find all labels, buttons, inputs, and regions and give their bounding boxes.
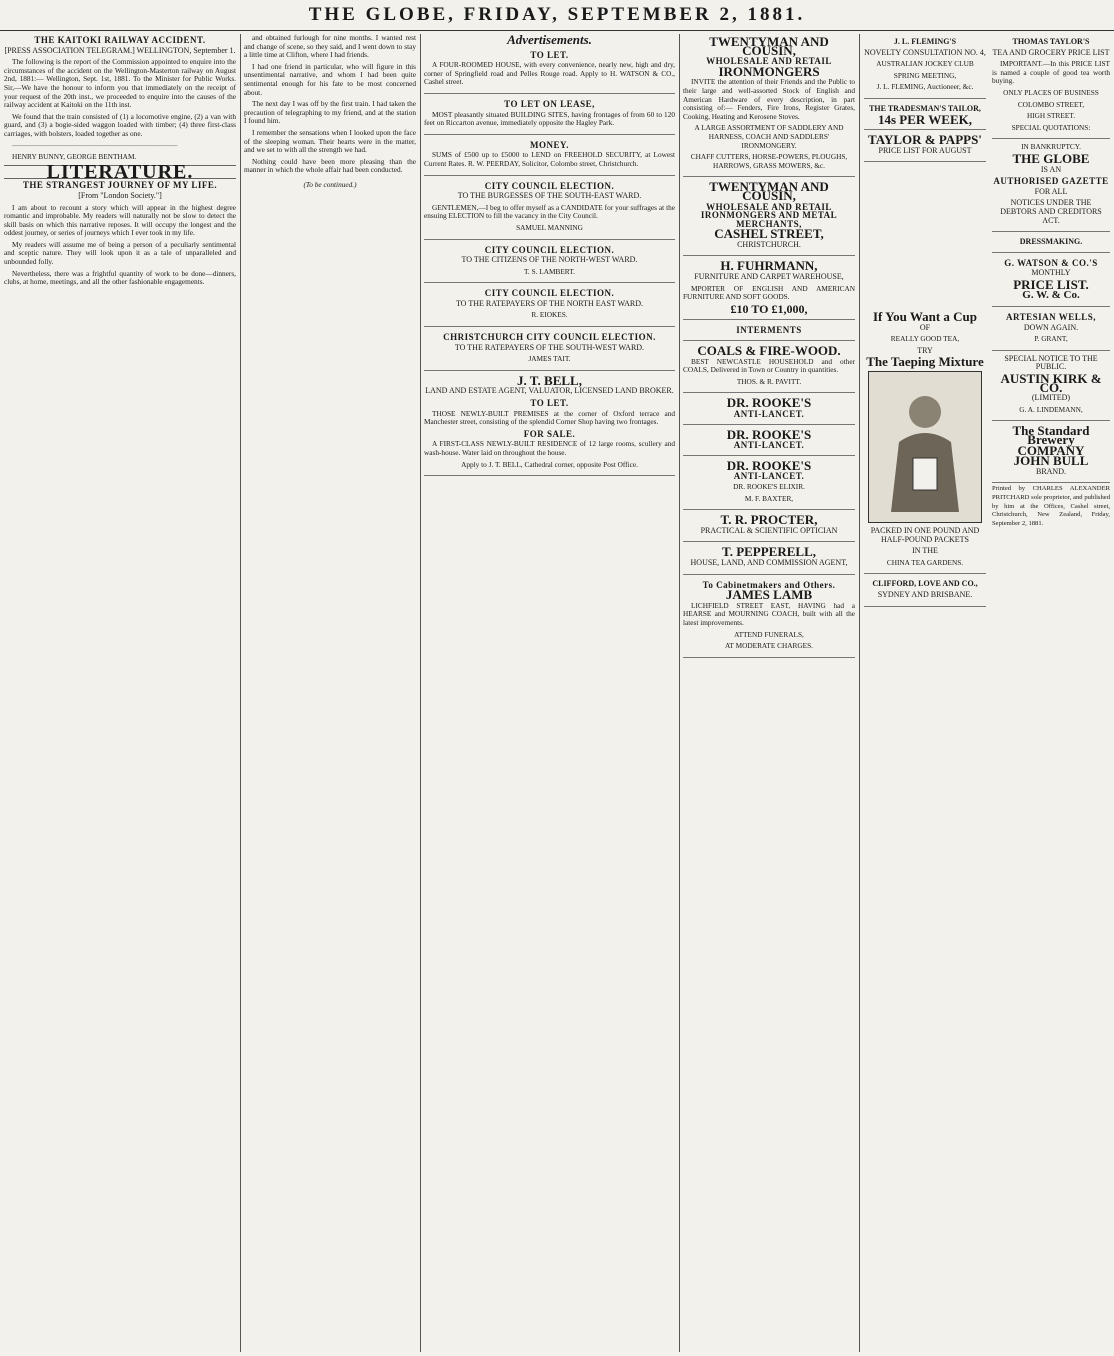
ad-body: MPORTER OF ENGLISH AND AMERICAN FURNITURE AND SOFT GOODS. [683,283,855,302]
ad-body: BEST NEWCASTLE HOUSEHOLD and other COALS, Delivered in Town or Country in quantities. [683,356,855,375]
ad-heading: THE GLOBE [1012,150,1090,166]
ad-subheading: TO THE RATEPAYERS OF THE NORTH EAST WARD. [455,298,644,308]
ad-heading: THE TRADESMAN'S TAILOR, [869,103,981,113]
ad-signature: G. A. LINDEMANN, [1019,404,1083,414]
ad-heading: DR. ROOKE'S [726,395,812,411]
subcolumn-right [992,34,1110,309]
ad-subheading: FURNITURE AND CARPET WAREHOUSE, [694,272,844,282]
ad-heading: G. WATSON & CO.'S [1004,257,1098,268]
ad-heading: CLIFFORD, LOVE AND CO., [872,579,978,589]
ad-heading: J. L. FLEMING'S [893,37,957,46]
ad-procter [683,512,855,542]
ad-heading: ARTESIAN WELLS, [1005,312,1097,323]
ad-subheading: TEA AND GROCERY PRICE LIST [992,47,1110,57]
ad-subheading: PRACTICAL & SCIENTIFIC OPTICIAN [700,525,838,535]
ad-fleming [864,34,986,99]
ad-signature: T. S. LAMBERT. [524,266,575,276]
amount-to-word: TO [751,301,769,316]
ad-signature: THOS. & R. PAVITT. [736,376,802,386]
ad-heading: T. R. PROCTER, [720,512,818,528]
ad-taeping-mixture [864,309,986,574]
ad-body: LICHFIELD STREET EAST, HAVING had a HEARSE and MOURNING COACH, built with all the latest improvements. [683,600,855,627]
ad-heading: J. T. BELL, [517,372,582,388]
subcolumn-left [864,309,986,609]
ad-subheading: (LIMITED) [1031,393,1071,403]
ad-body: MOST pleasantly situated BUILDING SITES, having frontages of from 60 to 120 feet on Riccarton avenue, immediately opposite the Hagley Park. [424,109,675,128]
ad-subheading: IN BANKRUPTCY. [1021,142,1081,152]
ad-james-lamb [683,577,855,658]
ad-rooke-2 [683,427,855,456]
ad-subheading: ANTI-LANCET. [733,409,805,419]
ad-body: INVITE the attention of their Friends and the Public to their large and well-assorted Stock of English and American Hardware of every description, in part consisting of:— Fenders, Fire Irons, Register Grates, Cooking, Heating and Kerosene Stoves. [683,77,855,121]
ad-clifford-love [864,576,986,606]
column-rule [859,34,860,1352]
ad-signature: R. EIOKES. [531,310,568,320]
ad-heading: TO LET. [530,49,569,60]
ad-subheading: TO THE RATEPAYERS OF THE SOUTH-WEST WARD. [454,342,645,352]
ad-subheading: WHOLESALE AND RETAIL [706,56,832,67]
ad-heading: COALS & FIRE-WOOD. [697,343,841,359]
ad-amount [683,301,855,316]
column-story [244,34,416,1352]
ad-body: SUMS of £500 up to £5000 to LEND on FREEHOLD SECURITY, at Lowest Current Rates. R. W. PEERDAY, Solicitor, Colombo street, Christchurch. [424,150,675,168]
ad-subheading: SPECIAL QUOTATIONS: [1011,122,1091,132]
ad-heading: DRESSMAKING. [1019,237,1083,247]
ad-tradesman-tailor [864,101,986,130]
ad-body: IN THE [912,546,938,556]
ad-subheading: ANTI-LANCET. [733,440,805,451]
ad-subheading: IRONMONGERS [718,63,820,79]
ad-election-south-west [424,329,675,371]
ad-body: FOR ALL [1034,186,1068,196]
ad-coals [683,343,855,393]
ad-interments [683,322,855,341]
article-paragraph: I remember the sensations when I looked upon the face of the sleeping woman. Their hearts were in the matter, and we set to with all the strength we had. [244,127,416,155]
ad-body: GENTLEMEN,—I beg to offer myself as a CANDIDATE for your suffrages at the ensuing ELECTION to fill the vacancy in the City Council. [424,202,675,221]
ad-heading: H. FUHRMANN, [720,258,818,274]
amount-to: £1,000, [771,301,808,316]
ad-body: REALLY GOOD TEA, [890,334,960,344]
ad-twentyman-2 [683,179,855,256]
ad-heading: PRICE LIST. [1013,276,1089,292]
to-be-continued: (To be continued.) [303,179,357,189]
source-line: [From "London Society."] [78,190,162,200]
ad-heading: The Standard Brewery [1012,423,1090,447]
article-paragraph: I am about to recount a story which will appear in the highest degree romantic and improbable. My readers will naturally not be slow to detect the skill basis on which this narrative reposes. It will occupy the longest and the oddest journey, or series of journeys which I ever took in my life. [4,202,236,238]
article-paragraph: and obtained furlough for nine months. I wanted rest and change of scene, so they said, and I went down to stay a little time at Clifton, where I had friends. [244,34,416,60]
ad-subheading: HOUSE, LAND, AND COMMISSION AGENT, [690,557,848,567]
ad-watson-price-list [992,255,1110,307]
article-paragraph: I had one friend in particular, who will figure in this unsentimental narrative, and whom I had been quite sentimental enough for his fate to be most concerned about. [244,61,416,97]
ad-subheading: ANTI-LANCET. [733,471,805,482]
ad-rooke-3 [683,458,855,510]
article-paragraph: My readers will assume me of being a person of a peculiarly sentimental and sceptic nature. They will look upon it as a tale of unparalleled and unbounded folly. [4,239,236,267]
ad-heading: CITY COUNCIL ELECTION. [484,244,615,255]
ad-artesian-wells [992,309,1110,351]
ad-subheading: SPRING MEETING, [893,70,957,80]
column-split-lower [864,309,1110,609]
masthead-title: THE GLOBE, FRIDAY, SEPTEMBER 2, 1881. [308,4,806,25]
ad-heading: TWENTYMAN AND COUSIN, [709,179,829,203]
tea-merchant-illustration-icon [868,371,982,523]
ad-body: DR. ROOKE'S ELIXIR. [733,481,805,491]
column-rule [679,34,680,1352]
ad-heading: AUSTIN KIRK & CO. [1000,371,1102,395]
ad-pepperell [683,544,855,574]
ad-body: ONLY PLACES OF BUSINESS [1003,87,1099,97]
dateline: [PRESS ASSOCIATION TELEGRAM.] WELLINGTON, September 1. [4,45,236,55]
ad-to-let-lease [424,96,675,135]
ad-signature: J. L. FLEMING, Auctioneer, &c. [876,82,974,92]
ad-election-south-east [424,178,675,240]
ad-body: PACKED IN ONE POUND AND HALF-POUND PACKETS [870,526,980,544]
ad-signature: JAMES TAIT. [528,354,571,364]
ad-subheading: WHOLESALE AND RETAIL IRONMONGERS AND METAL MERCHANTS, [700,201,838,229]
ad-signature: Apply to J. T. BELL, Cathedral corner, opposite Post Office. [461,459,638,469]
column-split [864,34,1110,309]
printers-imprint: Printed by CHARLES ALEXANDER PRITCHARD sole proprietor, and published by him at the Offices, Cashel street, Christchurch, New Zealand, Friday, September 2, 1881. [992,485,1110,527]
column-news [4,34,236,1352]
ad-body: IS AN [1040,164,1062,174]
ad-heading: T. PEPPERELL, [721,544,817,560]
ad-body: A FOUR-ROOMED HOUSE, with every convenience, nearly new, high and dry, corner of Springfield road and Pelles Rouge road. Apply to H. WATSON & CO., Cashel street. [424,60,675,87]
ad-to-let [424,47,675,94]
ad-subheading: CASHEL STREET, [714,226,824,242]
article-paragraph: The next day I was off by the first train. I had taken the precaution of telegraphing to my friend, and at the station I found him. [244,99,416,126]
ad-subheading: MONTHLY [1031,268,1071,278]
column-price-lists [864,34,1110,1352]
ad-heading: TO LET. [530,398,569,409]
masthead [0,0,1114,31]
ad-thomas-taylor [992,34,1110,139]
ad-signature: SAMUEL MANNING [516,222,583,232]
ad-heading: To Cabinetmakers and Others. [702,579,836,590]
ad-standard-brewery [992,423,1110,483]
ad-body: IMPORTANT.—In this PRICE LIST is named a couple of good tea worth buying. [992,59,1110,86]
ad-money [424,137,675,176]
ad-heading: CITY COUNCIL ELECTION. [484,288,615,299]
ad-heading: If You Want a Cup [872,309,978,325]
ad-body: ATTEND FUNERALS, [734,629,804,639]
article-paragraph: Nothing could have been more pleasing than the manner in which the whole affair had been conducted. [244,156,416,175]
ad-heading: G. W. & Co. [1022,289,1080,302]
amount-from: £10 [730,301,749,316]
ad-fuhrmann [683,258,855,320]
ad-election-north-east [424,285,675,327]
ad-body: TRY [917,345,933,355]
ad-subheading: CHRISTCHURCH. [737,239,801,249]
ad-heading: AUTHORISED GAZETTE [993,176,1109,187]
ad-heading: THOMAS TAYLOR'S [1012,37,1090,46]
section-literature: LITERATURE. [46,160,194,183]
ad-subheading: TO THE CITIZENS OF THE NORTH-WEST WARD. [461,255,638,265]
ad-subheading: SPECIAL NOTICE TO THE PUBLIC. [1004,353,1098,372]
ad-heading: FOR SALE. [523,428,576,439]
ad-body: A LARGE ASSORTMENT OF SADDLERY AND HARNESS, COACH AND SADDLERS' IRONMONGERY. [694,123,844,150]
ad-body: NOTICES UNDER THE DEBTORS AND CREDITORS ACT. [1000,198,1102,225]
subcolumn-right [992,309,1110,609]
illustration-svg [869,372,981,522]
ad-heading: CITY COUNCIL ELECTION. [484,180,615,191]
ad-subheading: BRAND. [1035,466,1066,476]
ad-heading: INTERMENTS [736,325,802,336]
ad-heading: JAMES LAMB [725,587,813,603]
ad-dressmaking [992,234,1110,253]
ad-subheading: NOVELTY CONSULTATION NO. 4, [864,47,986,57]
ad-heading: JOHN BULL [1013,453,1089,469]
ad-subheading: AUSTRALIAN JOCKEY CLUB [876,59,974,69]
ad-heading: MONEY. [530,139,569,150]
section-advertisements: Advertisements. [507,34,592,47]
column-ironmongers [683,34,855,1352]
ad-twentyman-cousin [683,34,855,177]
ad-heading: 14s PER WEEK, [877,111,973,127]
ad-body: CHINA TEA GARDENS. [886,557,964,567]
ad-bankruptcy [992,141,1110,232]
article-paragraph: Nevertheless, there was a frightful quantity of work to be done—dinners, clubs, at home, meetings, and all the other fashionable engagements. [4,268,236,287]
ad-taylor-papps [864,132,986,162]
ad-body: HIGH STREET. [1026,111,1076,121]
ad-heading: The Taeping Mixture [866,354,984,370]
column-rule [420,34,421,1352]
article-continuation: ──────────────────────────────── [12,140,178,150]
signatories: HENRY BUNNY, GEORGE BENTHAM. [12,152,137,162]
ad-subheading: PRICE LIST FOR AUGUST [878,145,972,155]
ad-body: A FIRST-CLASS NEWLY-BUILT RESIDENCE of 12 large rooms, scullery and wash-house. Water laid on throughout the house. [424,439,675,457]
subcolumn-left [864,34,986,309]
ad-heading: COMPANY [1017,442,1085,458]
ad-body: AT MODERATE CHARGES. [724,641,814,651]
ad-signature: M. F. BAXTER, [744,493,794,503]
article-paragraph: We found that the train consisted of (1) a locomotive engine, (2) a van with guard, and (3) a bogie-sided waggon loaded with timber; (4) three first-class carriages, with bolsters, loaded together as one. [4,111,236,138]
ad-body: COLOMBO STREET, [1017,99,1085,109]
ad-heading: TWENTYMAN AND COUSIN, [709,34,829,58]
ad-election-north-west [424,242,675,284]
ad-body: THOSE NEWLY-BUILT PREMISES at the corner of Oxford terrace and Manchester street, consisting of the splendid Corner Shop having two frontages. [424,408,675,427]
ad-austin-kirk [992,353,1110,422]
ad-subheading: LAND AND ESTATE AGENT, VALUATOR, LICENSED LAND BROKER. [425,386,674,396]
ad-rooke-1 [683,395,855,424]
column-rule [240,34,241,1352]
column-advertisements [424,34,675,1352]
ad-subheading: TO THE BURGESSES OF THE SOUTH-EAST WARD. [457,191,642,201]
ad-subheading: DOWN AGAIN. [1023,322,1079,332]
headline-kaitoke: THE KAITOKI RAILWAY ACCIDENT. [34,35,206,45]
ad-body: CHAFF CUTTERS, HORSE-POWERS, PLOUGHS, HARROWS, GRASS MOWERS, &c. [690,152,848,170]
ad-subheading: SYDNEY AND BRISBANE. [877,590,973,599]
ad-heading: DR. ROOKE'S [726,457,812,473]
ad-heading: CHRISTCHURCH CITY COUNCIL ELECTION. [443,332,656,343]
headline-strangest-journey: THE STRANGEST JOURNEY OF MY LIFE. [22,180,218,191]
ad-heading: DR. ROOKE'S [726,426,812,442]
ad-body: OF [919,322,931,332]
ad-heading: TO LET ON LEASE, [504,98,595,109]
ad-signature: P. GRANT, [1034,334,1068,344]
article-paragraph: The following is the report of the Commission appointed to enquire into the circumstances of the accident on the Wellington-Masterton railway on August 2nd, 1881:— Wellington, Sept. 1st, 1881. To the Minister for Public Works. Sir,—We have the honour to inform you that immediately on the receipt of your request of the 20th inst., we proceeded to enquire into the causes of the railway accident at Kaitoki on the 11th inst. [4,57,236,110]
ad-jt-bell [424,373,675,476]
ad-heading: TAYLOR & PAPPS' [868,132,982,148]
